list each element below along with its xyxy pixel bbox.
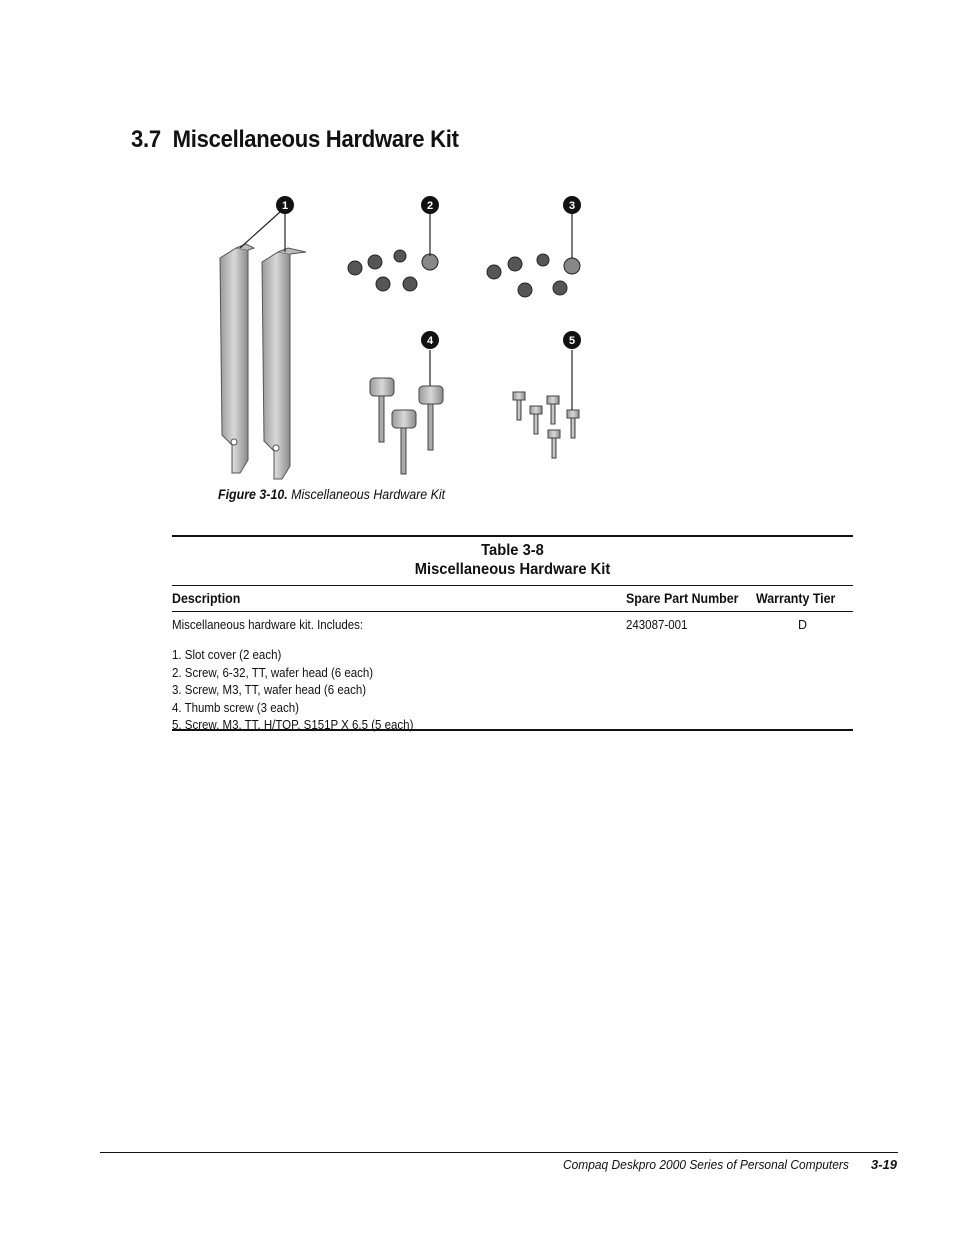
callout-3: [563, 196, 581, 214]
table-title-text: Miscellaneous Hardware Kit: [414, 561, 611, 578]
wafer-screw-group-icon: [348, 250, 438, 291]
parts-table: [172, 535, 853, 731]
row-warranty-tier: D: [798, 618, 808, 632]
list-item: 5. Screw, M3, TT, H/TOP, S151P X 6.5 (5 each): [172, 718, 414, 732]
figure-caption-text: Miscellaneous Hardware Kit: [287, 487, 446, 502]
footer-title: Compaq Deskpro 2000 Series of Personal Computers: [563, 1157, 849, 1172]
row-description: Miscellaneous hardware kit. Includes:: [172, 618, 364, 632]
table-title: [172, 537, 853, 585]
list-item: 3. Screw, M3, TT, wafer head (6 each): [172, 683, 367, 697]
footer-rule: [100, 1152, 898, 1153]
callout-4: [421, 331, 439, 349]
section-heading: Miscellaneous Hardware Kit: [172, 126, 459, 153]
kit-items-list: [172, 647, 434, 735]
table-label: Table 3-8: [481, 542, 544, 559]
table-header-row: [172, 586, 853, 611]
row-spare-part-number: 243087-001: [626, 618, 688, 632]
figure-caption-label: Figure 3-10.: [218, 487, 288, 502]
callout-1: [276, 196, 294, 214]
page-number: 3-19: [871, 1157, 898, 1172]
svg-text:4: 4: [426, 335, 434, 347]
thumb-screw-icon: [370, 378, 443, 474]
svg-text:3: 3: [568, 200, 576, 212]
hardware-kit-illustration: [210, 190, 600, 486]
small-screw-icon: [513, 392, 579, 458]
section-title: [131, 126, 459, 154]
figure-caption: [218, 487, 445, 502]
wafer-screw-group-icon: [487, 254, 580, 297]
list-item: 2. Screw, 6-32, TT, wafer head (6 each): [172, 665, 374, 680]
svg-text:5: 5: [568, 335, 576, 347]
table-row: [172, 612, 853, 732]
header-spare-part-number: Spare Part Number: [626, 591, 739, 606]
svg-text:1: 1: [281, 200, 289, 212]
list-item: 1. Slot cover (2 each): [172, 648, 282, 662]
slot-cover-icon: [262, 248, 306, 479]
header-description: Description: [172, 591, 241, 606]
header-warranty-tier: Warranty Tier: [756, 591, 836, 606]
callout-5: [563, 331, 581, 349]
list-item: 4. Thumb screw (3 each): [172, 700, 299, 715]
slot-cover-icon: [220, 244, 254, 473]
section-number: 3.7: [131, 126, 161, 153]
hardware-kit-figure: [210, 190, 600, 486]
svg-text:2: 2: [426, 200, 434, 212]
callout-2: [421, 196, 439, 214]
